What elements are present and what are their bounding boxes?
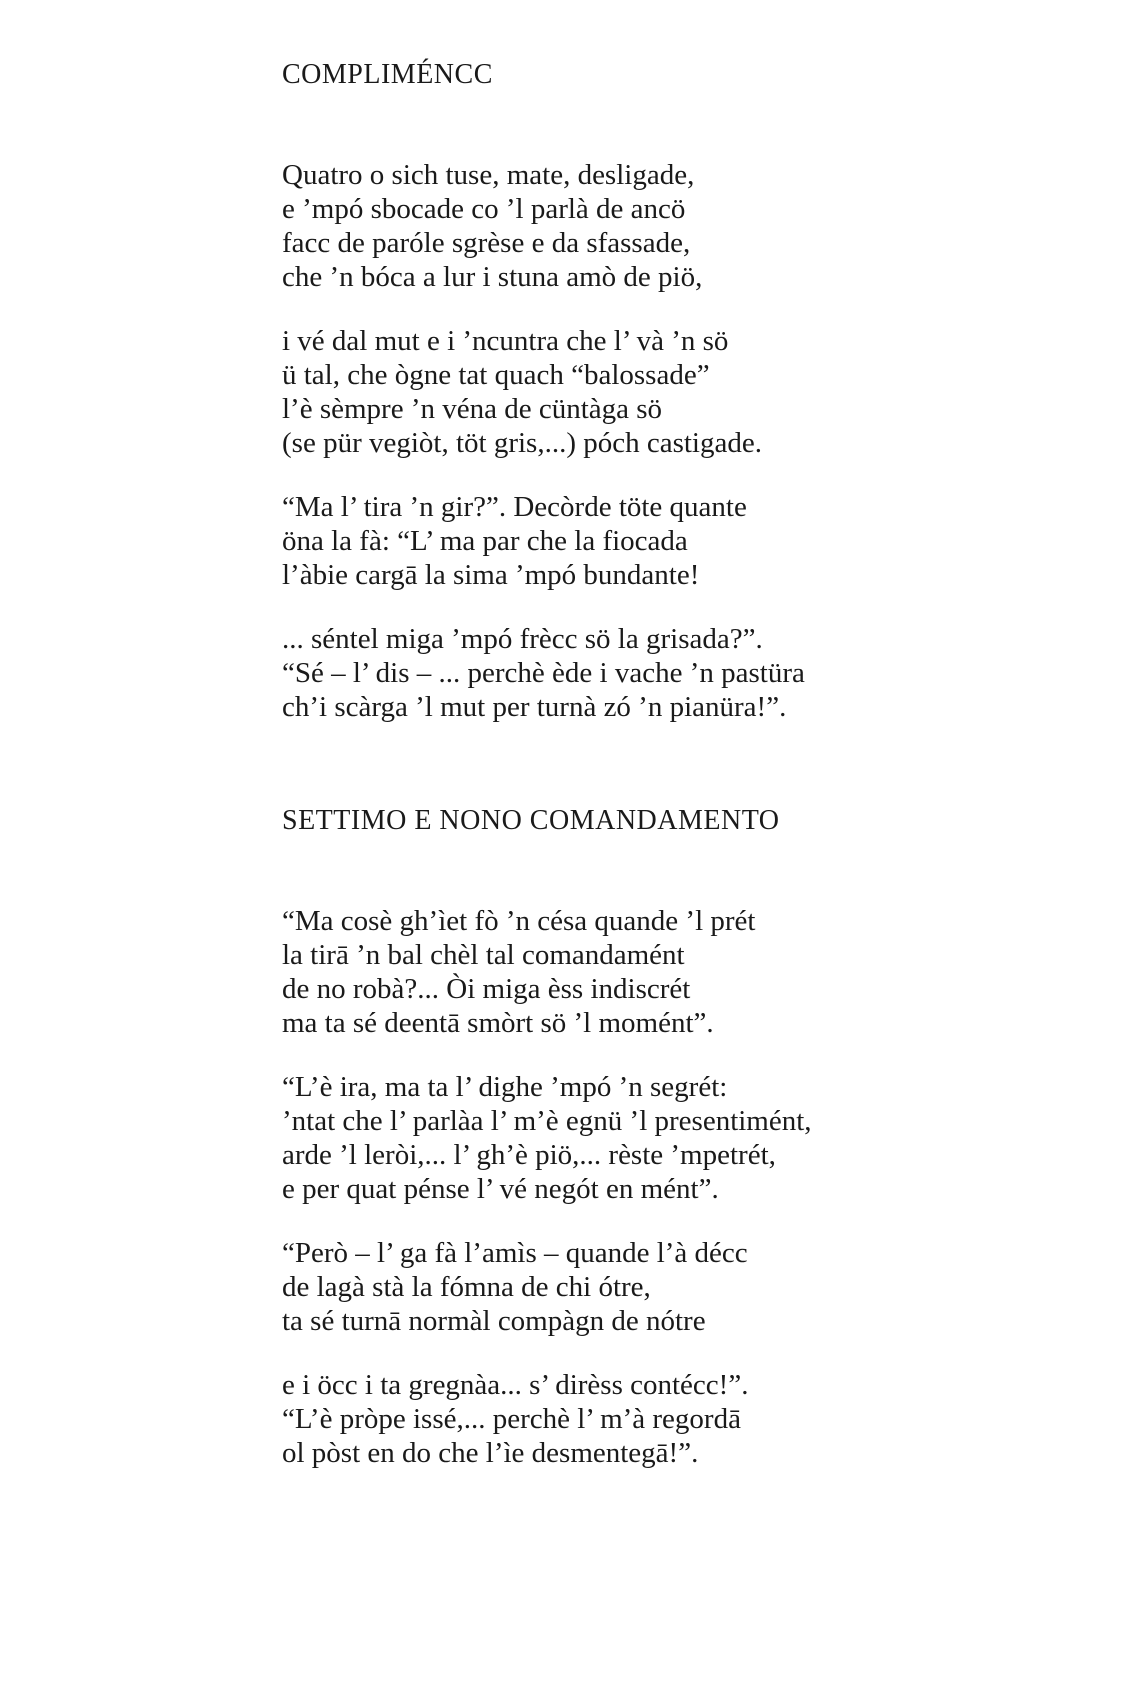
verse-line: “L’è pròpe issé,... perchè l’ m’à regordā [282,1403,741,1435]
verse-line: ol pòst en do che l’ìe desmentegā!”. [282,1437,699,1469]
verse-line: l’è sèmpre ’n véna de cüntàga sö [282,393,663,425]
verse-line: “Ma cosè gh’ìet fò ’n césa quande ’l prét [282,905,756,937]
verse-line: e per quat pénse l’ vé negót en mént”. [282,1173,719,1205]
stanza [282,158,1102,294]
poem-title: SETTIMO E NONO COMANDAMENTO [282,805,780,836]
verse-line: ta sé turnā normàl compàgn de nótre [282,1305,706,1337]
stanza [282,622,1102,724]
stanza [282,490,1102,592]
verse-line: (se pür vegiòt, töt gris,...) póch castigade. [282,427,762,459]
verse-line: “Ma l’ tira ’n gir?”. Decòrde töte quante [282,491,747,523]
verse-line: arde ’l leròi,... l’ gh’è piö,... rèste ’mpetrét, [282,1139,776,1171]
stanza [282,324,1102,460]
poem-settimo-e-nono-comandamento [282,804,1102,1470]
poem-body [282,158,1102,724]
verse-line: de lagà stà la fómna de chi ótre, [282,1271,651,1303]
verse-line: “Però – l’ ga fà l’amìs – quande l’à décc [282,1237,748,1269]
verse-line: l’àbie cargā la sima ’mpó bundante! [282,559,700,591]
verse-line: facc de paróle sgrèse e da sfassade, [282,227,691,259]
verse-line: e i öcc i ta gregnàa... s’ dirèss contécc!”. [282,1369,749,1401]
verse-line: ma ta sé deentā smòrt sö ’l momént”. [282,1007,714,1039]
verse-line: ’ntat che l’ parlàa l’ m’è egnü ’l presentimént, [282,1105,812,1137]
verse-line: e ’mpó sbocade co ’l parlà de ancö [282,193,686,225]
verse-line: la tirā ’n bal chèl tal comandamént [282,939,685,971]
verse-line: Quatro o sich tuse, mate, desligade, [282,159,695,191]
verse-line: che ’n bóca a lur i stuna amò de piö, [282,261,703,293]
verse-line: ch’i scàrga ’l mut per turnà zó ’n pianüra!”. [282,691,787,723]
stanza [282,904,1102,1040]
verse-line: de no robà?... Òi miga èss indiscrét [282,973,691,1005]
poem-complimencc [282,58,1102,724]
stanza [282,1070,1102,1206]
verse-line: öna la fà: “L’ ma par che la fiocada [282,525,688,557]
page [282,58,1102,1470]
verse-line: i vé dal mut e i ’ncuntra che l’ và ’n sö [282,325,729,357]
poem-title: COMPLIMÉNCC [282,59,493,90]
poem-body [282,904,1102,1470]
verse-line: ... séntel miga ’mpó frècc sö la grisada?”. [282,623,763,655]
stanza [282,1236,1102,1338]
stanza [282,1368,1102,1470]
verse-line: “Sé – l’ dis – ... perchè ède i vache ’n pastüra [282,657,805,689]
verse-line: ü tal, che ògne tat quach “balossade” [282,359,710,391]
verse-line: “L’è ira, ma ta l’ dighe ’mpó ’n segrét: [282,1071,728,1103]
